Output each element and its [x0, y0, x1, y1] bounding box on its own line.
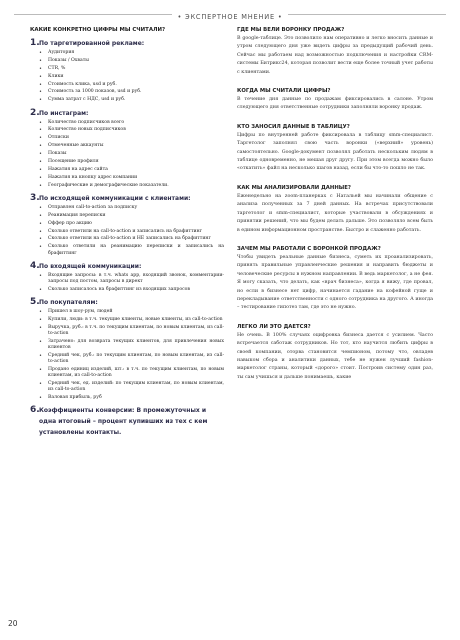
list-item: • Количество новых подписчиков — [30, 127, 224, 133]
list-item: • Показы — [30, 151, 224, 157]
section-heading — [30, 261, 224, 272]
list-item: • Отписки — [30, 135, 224, 141]
section-number: 6. — [30, 405, 40, 416]
question-heading: ГДЕ МЫ ВЕЛИ ВОРОНКУ ПРОДАЖ? — [237, 27, 345, 33]
list-item: • Нажатия на адрес сайта — [30, 167, 224, 173]
list-item: • Реанимация переписки — [30, 213, 224, 219]
question-heading: КАК МЫ АНАЛИЗИРОВАЛИ ДАННЫЕ? — [237, 184, 351, 191]
section-list — [30, 309, 224, 401]
section-number: 4. — [30, 260, 40, 271]
answer-paragraph: В течение дня данные по продажам фиксировались в салоне. Утром следующего дня ответственные сотрудники заполняли воронку продаж. — [237, 97, 433, 111]
section-number: 2. — [30, 107, 40, 118]
answer-paragraph: Еженедельно на zoom-планерках с Натальей мы начинали общение с анализа полученных за 7 дней данных. На встречах присутствовали таргетолог и smm-специалист, которые участвовали в обсуждениях и принятии решений, что мы будем делать дальше. Это позволяло всем быть в едином информационном пространстве. Быстро и слаженно работать. — [237, 193, 433, 233]
page-number: 20 — [8, 619, 18, 628]
list-item: • Выручка, руб.: в т.ч. по текущим клиентам, по новым клиентам, из call-to-action — [30, 325, 224, 337]
section-title: По исходящей коммуникации с клиентами: — [39, 194, 191, 202]
right-column — [237, 26, 433, 382]
list-item: • Географические и демографические показатели. — [30, 183, 224, 189]
list-item: • Сколько записалось на брафиттинг из входящих запросов — [30, 287, 224, 293]
section-heading — [30, 38, 224, 49]
metrics-sections — [30, 38, 224, 438]
metrics-section — [30, 108, 224, 189]
metrics-section — [30, 297, 224, 401]
section-number: 5. — [30, 297, 40, 308]
list-item: • Средний чек, руб.: по текущим клиентам, по новым клиентам, из call-to-action — [30, 353, 224, 365]
metrics-section — [30, 38, 224, 104]
left-column-title: КАКИЕ КОНКРЕТНО ЦИФРЫ МЫ СЧИТАЛИ? — [30, 27, 166, 33]
list-item: • Стоимость клика, usd и руб. — [30, 82, 224, 88]
list-item: • Посещение профиля — [30, 159, 224, 165]
metrics-section — [30, 261, 224, 293]
section-title: По покупателям: — [39, 299, 98, 307]
list-item: • Нажатия на кнопку адрес компании — [30, 175, 224, 181]
list-item: • Сумма затрат с НДС, usd и руб. — [30, 97, 224, 103]
list-item: • Оффер про акцию — [30, 221, 224, 227]
answer-paragraph: Не очень. В 100% случаях оцифровка бизнеса дается с усилием. Часто встречается саботаж сотрудников. Но тот, кто научится любить цифры в своей компании, оторва становится чемпионом, потому что, овладев навыком сбора и аналитики данных, тебе не нужен лучший fashion-маркетолог страны, который «дорого» стоит. Построив систему один раз, ты сам учишься и дальше понимаешь, какие — [237, 332, 433, 380]
section-list — [30, 120, 224, 189]
section-title: По таргетированной рекламе: — [39, 40, 145, 47]
list-item: • CTR, % — [30, 66, 224, 72]
section-list — [30, 50, 224, 104]
section-heading — [30, 193, 224, 204]
section-number: 1. — [30, 38, 40, 48]
list-item: • Валовая прибыль, руб — [30, 395, 224, 401]
list-item: • Количество подписчиков всего — [30, 120, 224, 126]
section-heading — [30, 405, 224, 438]
question-heading: ЗАЧЕМ МЫ РАБОТАЛИ С ВОРОНКОЙ ПРОДАЖ? — [237, 245, 381, 252]
question-heading: КТО ЗАНОСИЛ ДАННЫЕ В ТАБЛИЦУ? — [237, 123, 350, 130]
section-number: 3. — [30, 192, 40, 203]
metrics-section — [30, 193, 224, 257]
list-item: • Стоимость за 1000 показов, usd и руб. — [30, 89, 224, 95]
section-label: • ЭКСПЕРТНОЕ МНЕНИЕ • — [172, 10, 287, 24]
left-column — [30, 26, 224, 438]
list-item: • Отмеченные аккаунты — [30, 143, 224, 149]
list-item: • Сколько ответили на call-to-action и НЕ записались на брафиттинг — [30, 236, 224, 242]
section-title: Коэффициенты конверсии: В промежуточных и одна итоговый – процент купивших из тех с кем установлены контакты. — [39, 407, 208, 437]
metrics-section — [30, 405, 224, 438]
list-item: • Клики — [30, 74, 224, 80]
list-item: • Продано единиц изделий, шт.: в т.ч. по текущим клиентам, по новым клиентам, из call-to-action — [30, 367, 224, 379]
answer-paragraph: Цифры по внутренней работе фиксировала в таблицу smm-специалист. Таргетолог заполнял свою часть воронки («верхний» уровень) самостоятельно. Google-документ позволял работать нескольким людям в таблице одновременно, не мешая друг другу. При этом всегда можно было «откатить» файл на несколько шагов назад, если бы что-то пошло не так. — [237, 132, 433, 172]
list-item: • Купили, люди: в т.ч. текущие клиенты, новые клиенты, из call-to-action — [30, 317, 224, 323]
section-title: По входящей коммуникации: — [39, 262, 142, 270]
list-item: • Отправлен call-to-action за подписку — [30, 205, 224, 211]
list-item: • Сколько ответили на call-to-action и записались на брафиттинг — [30, 229, 224, 235]
page-header — [0, 4, 460, 24]
section-heading — [30, 297, 224, 308]
question-heading: КОГДА МЫ СЧИТАЛИ ЦИФРЫ? — [237, 88, 331, 95]
list-item: • Пришел в шоу-рум, людей — [30, 309, 224, 315]
section-list — [30, 205, 224, 257]
list-item: • Затрачено: для возврата текущих клиентов, для привлечения новых клиентов — [30, 339, 224, 351]
list-item: • Средний чек, ед. изделий: по текущим клиентам, по новым клиентам, из call-to-action — [30, 381, 224, 393]
list-item: • Аудитория — [30, 50, 224, 56]
answer-paragraph: В google-таблице. Это позволило нам оперативно и легко вносить данные и утром следующего дня уже видеть цифры за предыдущий рабочий день. Сейчас мы работаем над возможностью подключения и настройки CRM-системы Битрикс24, которая позволит вести еще более точный учет работы с клиентами. — [237, 36, 433, 75]
answer-paragraph: Чтобы увидеть реальные данные бизнеса, суметь их проанализировать, принять правильные управленческие решения и направить бюджеты и человеческие ресурсы в нужном направлении. В ведь маркетолог, а не фея. Я могу сказать, что делать, как «врач бизнеса», когда я вижу, где провал, но если в бизнесе нет цифр, начинается гадание на кофейной гуще и перекладывание ответственности с одного сотрудника на другого. А иногда – тестирование гипотез там, где это не нужно. — [237, 254, 433, 311]
question-heading: ЛЕГКО ЛИ ЭТО ДАЕТСЯ? — [237, 323, 311, 330]
list-item: • Сколько ответили на реанимацию переписки и записались на брафиттинг — [30, 244, 224, 256]
list-item: • Входящие запросы: в т.ч. whats app, входящий звонок, комментарии-запросы под постом, запросы в директ — [30, 273, 224, 285]
list-item: • Показы / Охваты — [30, 58, 224, 64]
section-list — [30, 273, 224, 293]
section-title: По инстаграм: — [39, 109, 89, 117]
section-heading — [30, 108, 224, 119]
